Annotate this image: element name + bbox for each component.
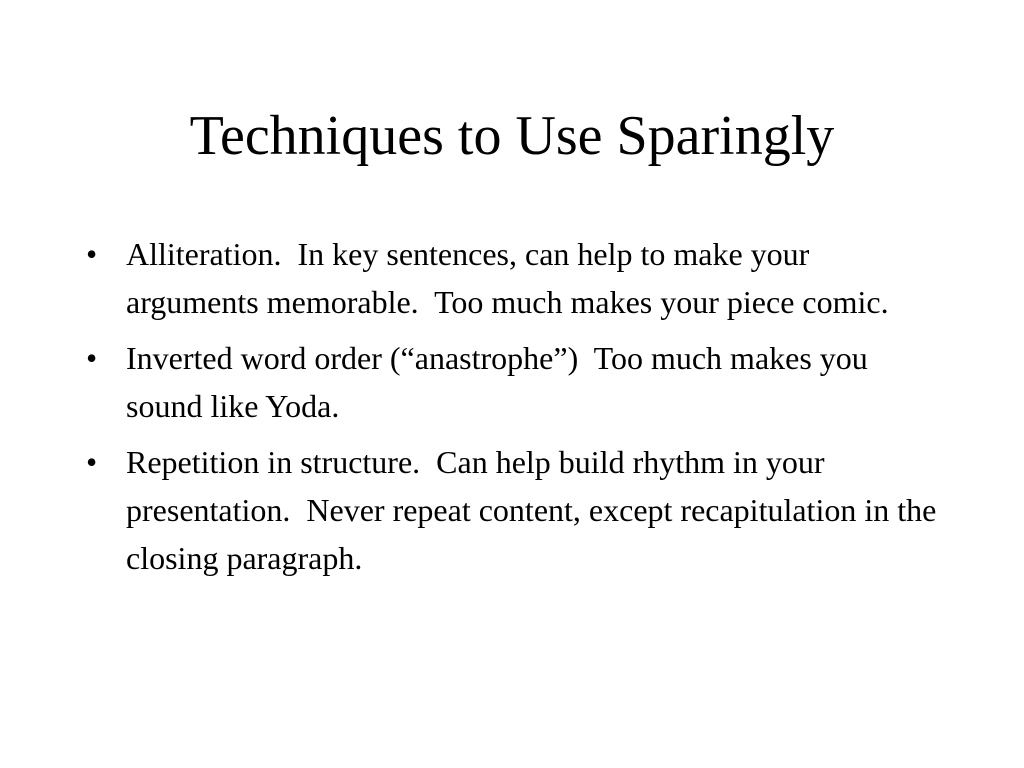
bullet-list	[86, 230, 946, 590]
bullet-item	[86, 438, 946, 582]
slide-title: Techniques to Use Sparingly	[189, 105, 835, 167]
bullet-item	[86, 334, 946, 430]
bullet-dot-icon: •	[86, 340, 98, 376]
bullet-text: Alliteration. In key sentences, can help to make your arguments memorable. Too much makes your piece comic.	[126, 236, 889, 320]
bullet-text: Inverted word order (“anastrophe”) Too much makes you sound like Yoda.	[126, 340, 876, 424]
bullet-dot-icon: •	[86, 236, 98, 272]
bullet-item	[86, 230, 946, 326]
bullet-text: Repetition in structure. Can help build rhythm in your presentation. Never repeat content, except recapitulation in the closing paragraph.	[126, 444, 945, 576]
bullet-dot-icon: •	[86, 444, 98, 480]
